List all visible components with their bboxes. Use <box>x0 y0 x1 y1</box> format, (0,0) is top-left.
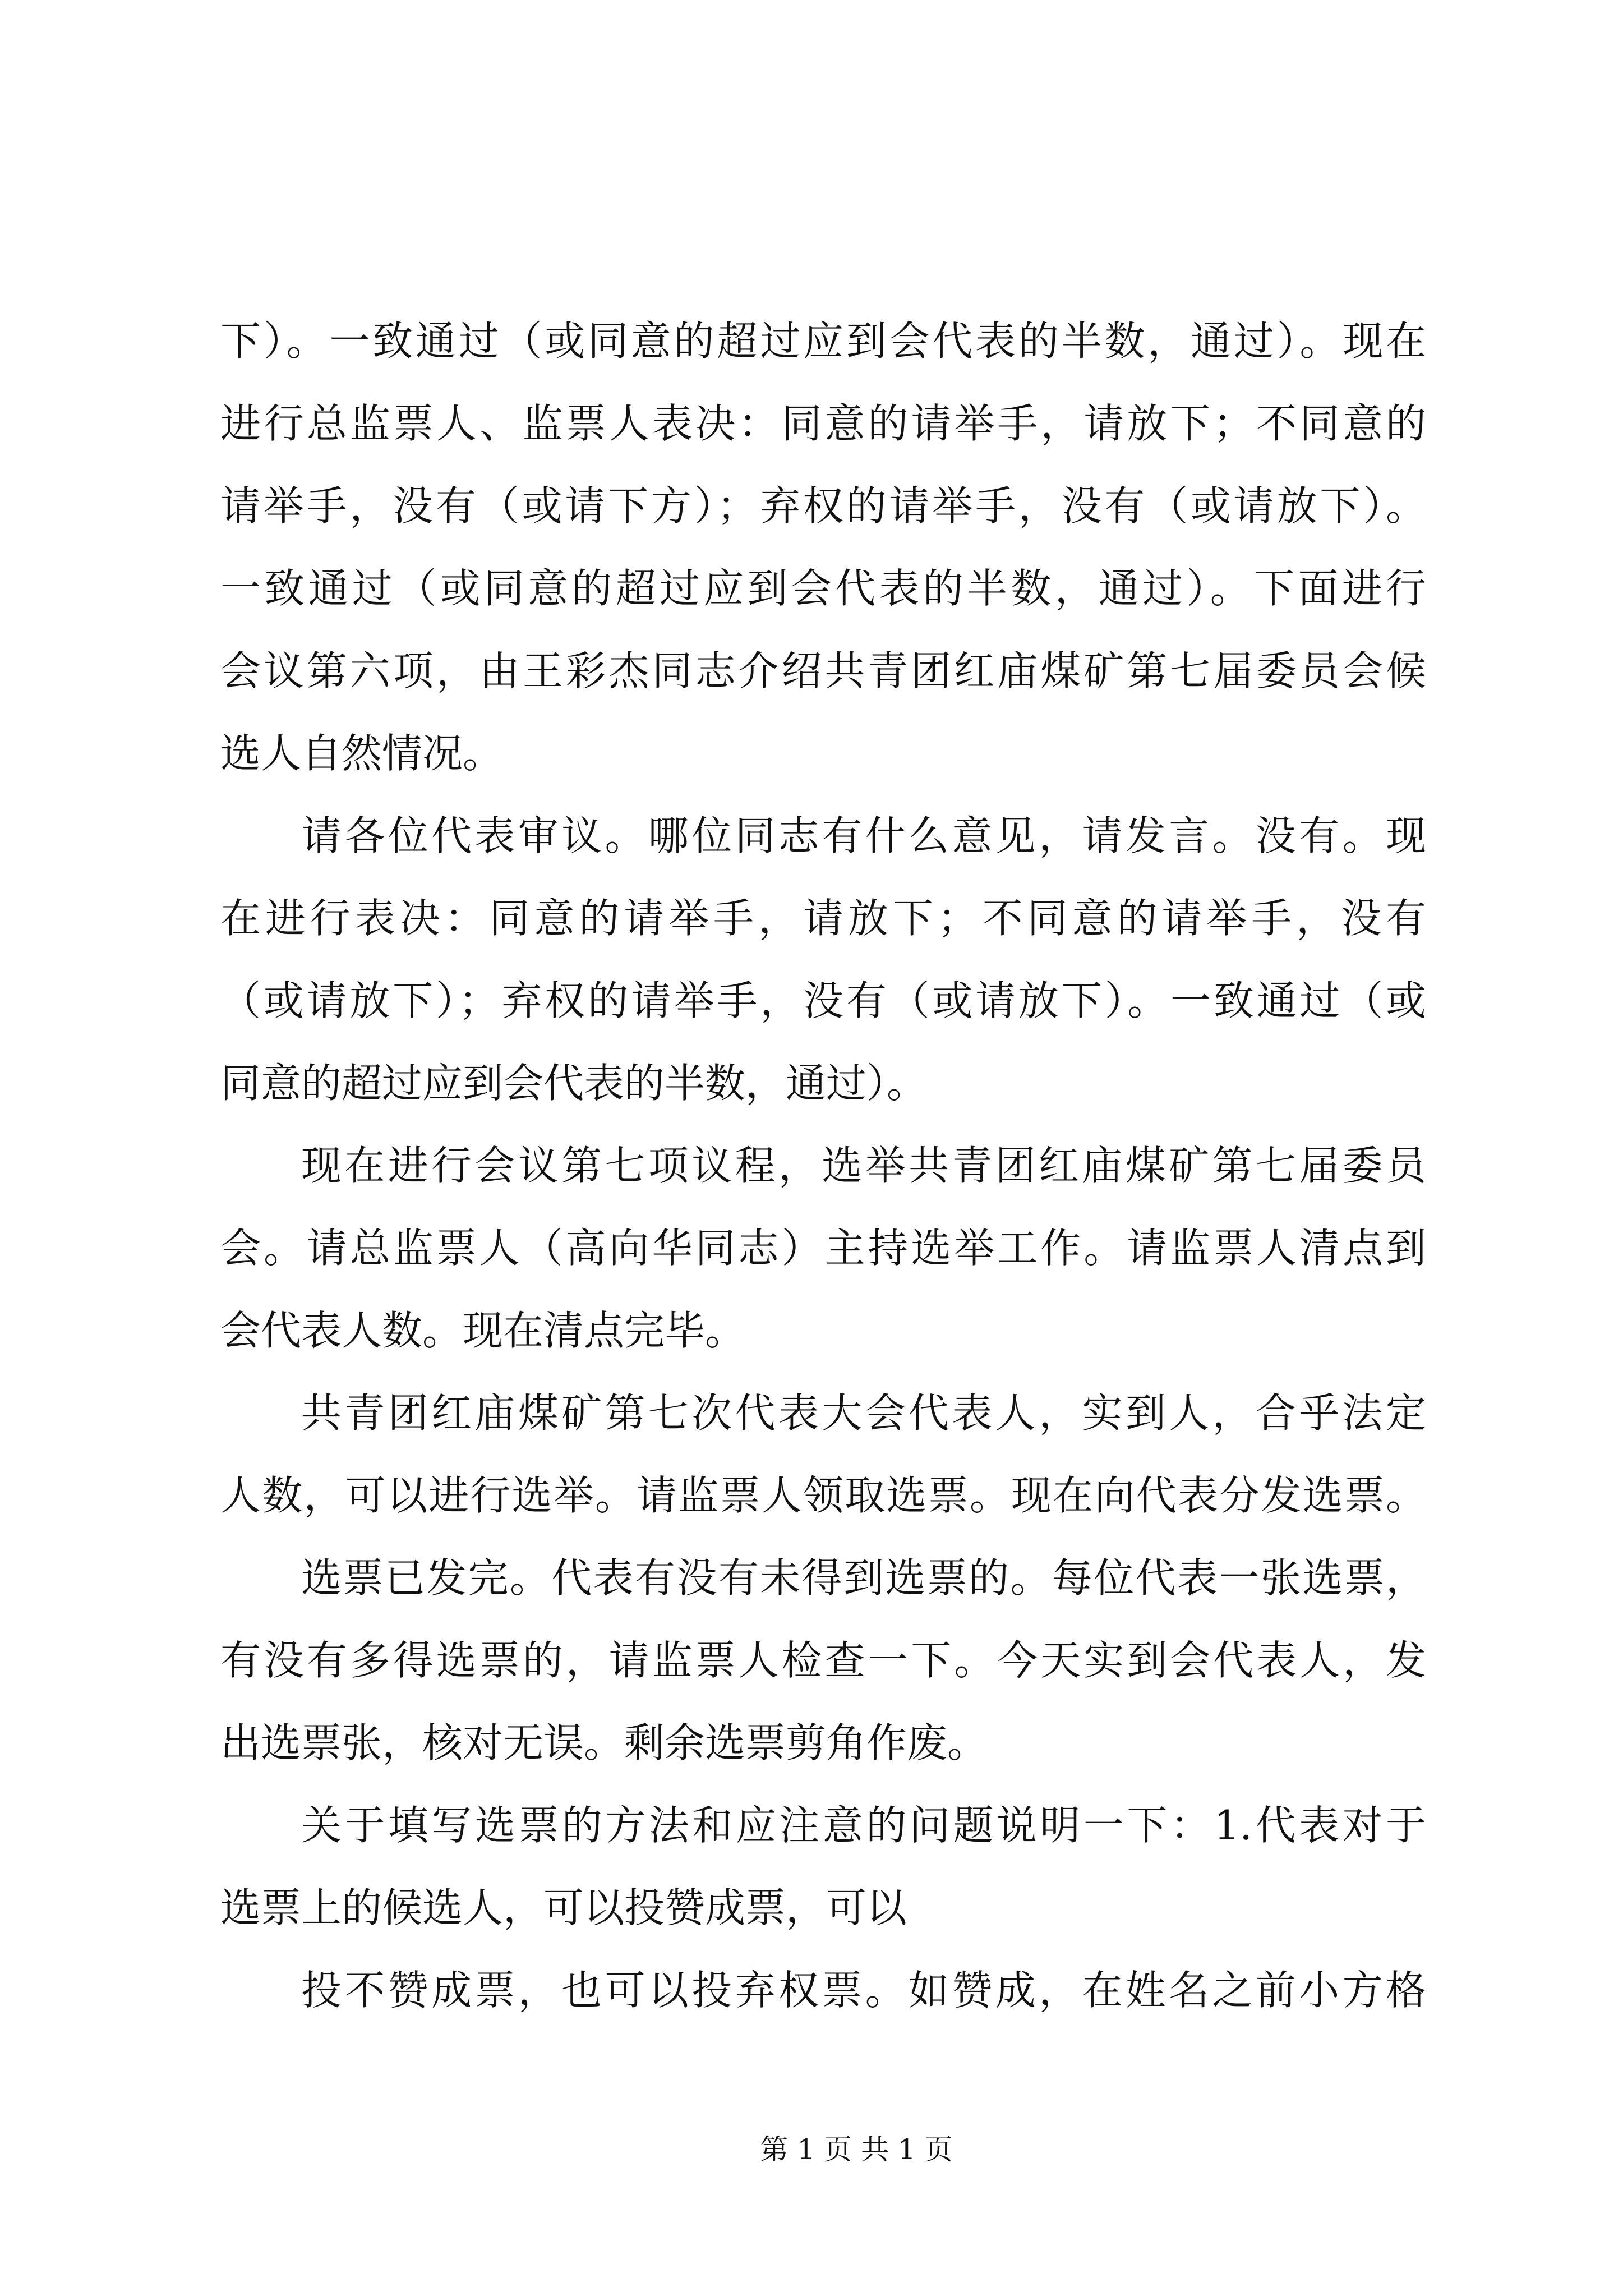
text-line: 一致通过（或同意的超过应到会代表的半数，通过）。下面进行 <box>220 565 1426 612</box>
page-number-label: 第 1 页 共 1 页 <box>760 2133 953 2166</box>
text-line: 关于填写选票的方法和应注意的问题说明一下：1.代表对于 <box>301 1802 1426 1849</box>
text-line: 同意的超过应到会代表的半数，通过）。 <box>220 1060 928 1107</box>
body-paragraph <box>220 1372 1426 1537</box>
text-line: 人数，可以进行选举。请监票人领取选票。现在向代表分发选票。 <box>220 1472 1426 1519</box>
text-line: 下）。一致通过（或同意的超过应到会代表的半数，通过）。现在 <box>220 318 1426 365</box>
body-paragraph <box>220 300 1426 795</box>
text-line: 会议第六项，由王彩杰同志介绍共青团红庙煤矿第七届委员会候 <box>220 647 1426 694</box>
text-line: 在进行表决：同意的请举手，请放下；不同意的请举手，没有 <box>220 895 1426 942</box>
text-line: 选人自然情况。 <box>220 730 504 777</box>
body-paragraph <box>220 795 1426 1125</box>
text-line: 请各位代表审议。哪位同志有什么意见，请发言。没有。现 <box>301 812 1426 859</box>
text-line: 选票上的候选人，可以投赞成票，可以 <box>220 1884 907 1931</box>
text-line: 选票已发完。代表有没有未得到选票的。每位代表一张选票， <box>301 1554 1426 1602</box>
body-paragraph <box>220 1537 1426 1784</box>
text-line: 请举手，没有（或请下方）；弃权的请举手，没有（或请放下）。 <box>220 482 1426 530</box>
document-body <box>220 300 1426 2032</box>
page-footer <box>750 2133 963 2166</box>
body-paragraph <box>220 1949 1426 2032</box>
text-line: 出选票张，核对无误。剩余选票剪角作废。 <box>220 1719 988 1766</box>
text-line: 共青团红庙煤矿第七次代表大会代表人，实到人，合乎法定 <box>301 1389 1426 1437</box>
text-line: 进行总监票人、监票人表决：同意的请举手，请放下；不同意的 <box>220 400 1426 447</box>
text-line: 会。请总监票人（高向华同志）主持选举工作。请监票人清点到 <box>220 1225 1426 1272</box>
text-line: 投不赞成票，也可以投弃权票。如赞成，在姓名之前小方格 <box>301 1967 1426 2014</box>
text-line: 有没有多得选票的，请监票人检查一下。今天实到会代表人，发 <box>220 1637 1426 1684</box>
body-paragraph <box>220 1784 1426 1949</box>
text-line: （或请放下）；弃权的请举手，没有（或请放下）。一致通过（或 <box>220 977 1426 1024</box>
body-paragraph <box>220 1125 1426 1372</box>
text-line: 现在进行会议第七项议程，选举共青团红庙煤矿第七届委员 <box>301 1142 1426 1189</box>
text-line: 会代表人数。现在清点完毕。 <box>220 1307 746 1354</box>
